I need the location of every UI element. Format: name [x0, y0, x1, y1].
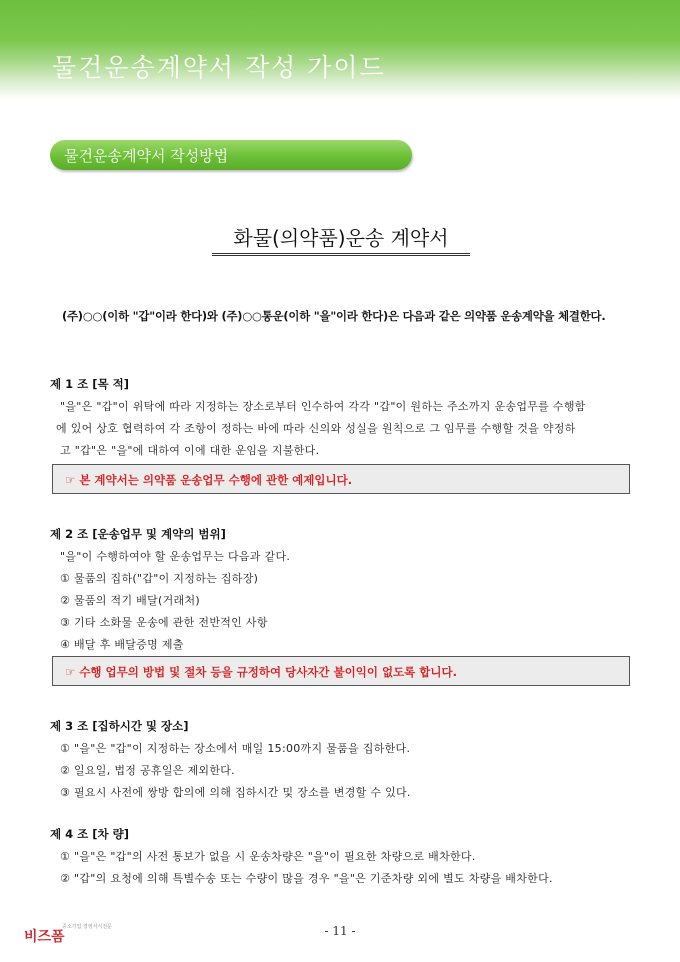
article-2-note-box	[52, 656, 630, 686]
bizforms-logo: 비즈폼	[24, 929, 65, 945]
article-2-line: "을"이 수행하여야 할 운송업무는 다음과 같다.	[60, 550, 291, 563]
article-2-item: ① 물품의 집하("갑"이 지정하는 집하장)	[60, 572, 259, 585]
article-2-item: ③ 기타 소화물 운송에 관한 전반적인 사항	[60, 616, 268, 629]
article-4-item: ② "갑"의 요청에 의해 특별수송 또는 수량이 많을 경우 "을"은 기준차량 외에 별도 차량을 배차한다.	[60, 872, 553, 885]
document-intro: (주)○○(이하 "갑"이라 한다)와 (주)○○통운(이하 "을"이라 한다)은 다음과 같은 의약품 운송계약을 체결한다.	[62, 309, 606, 323]
article-3-item: ① "을"은 "갑"이 지정하는 장소에서 매일 15:00까지 물품을 집하한다.	[60, 742, 411, 755]
section-label	[50, 140, 412, 170]
page-header-title: 물건운송계약서 작성 가이드	[52, 53, 386, 82]
article-3-heading: 제 3 조 [집하시간 및 장소]	[50, 719, 189, 733]
article-4-item: ① "을"은 "갑"의 사전 통보가 없을 시 운송차량은 "을"이 필요한 차량으로 배차한다.	[60, 850, 476, 863]
page-number: - 11 -	[324, 924, 356, 938]
article-2-note: ☞ 수행 업무의 방법 및 절차 등을 규정하여 당사자간 불이익이 없도록 합니다.	[65, 665, 457, 679]
article-2-item: ② 물품의 적기 배달(거래처)	[60, 594, 200, 607]
article-3-item: ③ 필요시 사전에 쌍방 합의에 의해 집하시간 및 장소를 변경할 수 있다.	[60, 786, 411, 799]
article-2-item: ④ 배달 후 배달증명 제출	[60, 638, 184, 651]
article-1-heading: 제 1 조 [목 적]	[50, 377, 129, 391]
article-1-line: "을"은 "갑"이 위탁에 따라 지정하는 장소로부터 인수하여 각각 "갑"이 원하는 주소까지 운송업무를 수행함	[60, 400, 586, 413]
article-4-heading: 제 4 조 [차 량]	[50, 827, 129, 841]
document-title: 화물(의약품)운송 계약서	[212, 216, 470, 256]
article-1-note-box	[52, 464, 630, 494]
article-3-item: ② 일요일, 법정 공휴일은 제외한다.	[60, 764, 235, 777]
section-label-text: 물건운송계약서 작성방법	[64, 147, 229, 165]
article-1-note: ☞ 본 계약서는 의약품 운송업무 수행에 관한 예제입니다.	[65, 473, 353, 487]
article-2-heading: 제 2 조 [운송업무 및 계약의 범위]	[50, 527, 226, 541]
article-1-line: 고 "갑"은 "을"에 대하여 이에 대한 운임을 지불한다.	[60, 444, 320, 457]
logo-tagline: 중소기업 경영서식전문	[62, 924, 112, 930]
article-1-line: 에 있어 상호 협력하여 각 조항이 정하는 바에 따라 신의와 성실을 원칙으로 그 임무를 수행할 것을 약정하	[56, 422, 576, 435]
